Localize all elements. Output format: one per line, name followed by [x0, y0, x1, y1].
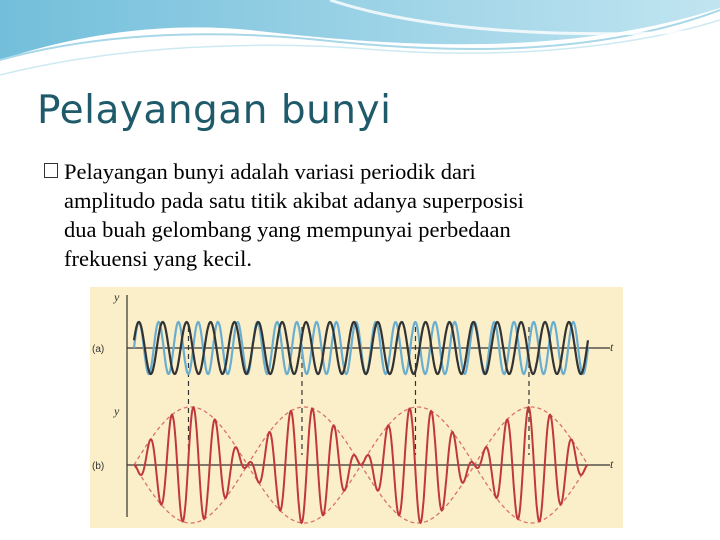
panel-b-t-label: t: [610, 457, 614, 471]
bullet-icon: [44, 163, 58, 178]
beat-wave-figure: [90, 287, 623, 528]
header-swoosh-decoration: [0, 0, 720, 90]
panel-b-label: (b): [92, 461, 105, 472]
panel-a-label: (a): [92, 344, 105, 355]
bullet-line: dua buah gelombang yang mempunyai perbedaan: [64, 217, 511, 242]
slide-title: Pelayangan bunyi: [37, 88, 392, 133]
panel-a-t-label: t: [610, 340, 614, 354]
bullet-line: amplitudo pada satu titik akibat adanya superposisi: [64, 188, 524, 213]
bullet-line: Pelayangan bunyi adalah variasi periodik dari: [64, 159, 476, 184]
panel-b-y-label: y: [114, 404, 120, 418]
bullet-line: frekuensi yang kecil.: [64, 246, 253, 271]
bullet-paragraph: [44, 157, 694, 273]
panel-a-y-label: y: [114, 290, 120, 304]
